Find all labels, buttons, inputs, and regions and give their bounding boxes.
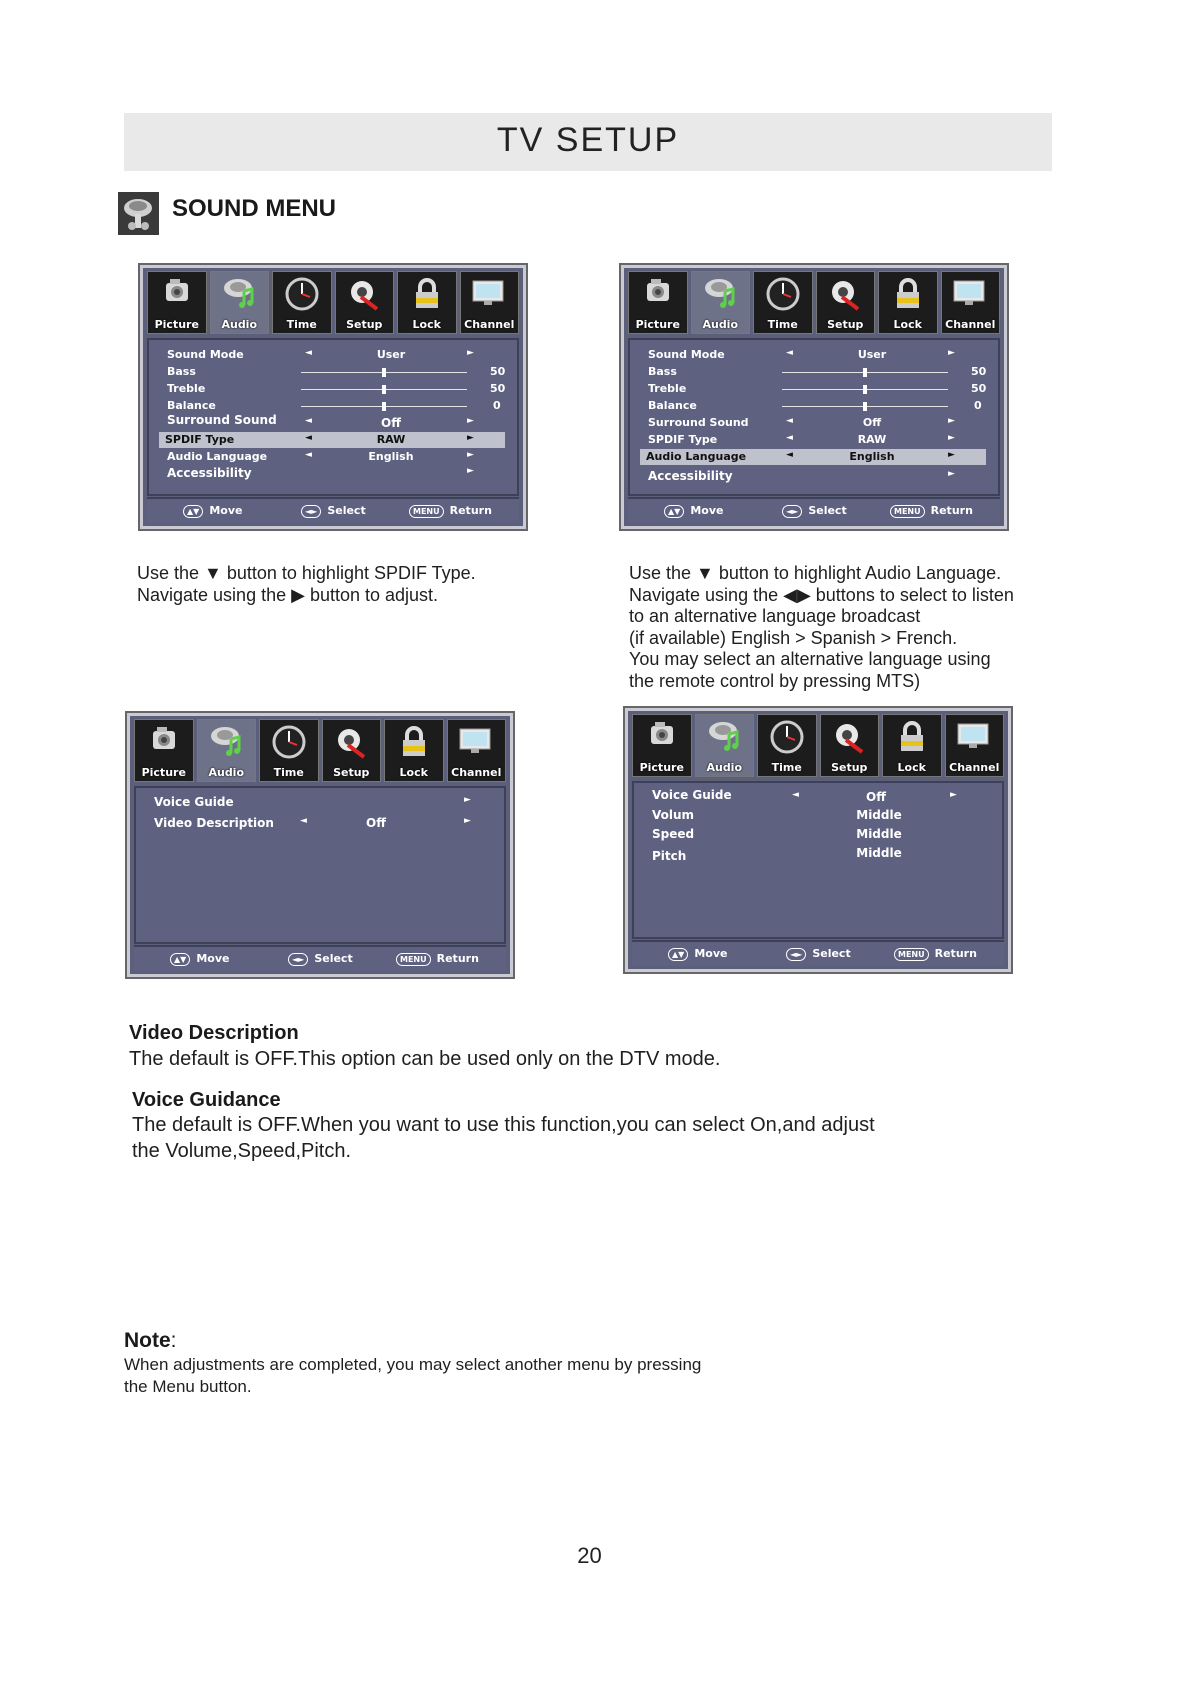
tab-channel[interactable] — [460, 271, 520, 334]
tab-label: Channel — [451, 766, 502, 779]
menu-body — [134, 786, 506, 944]
menu-row-treble[interactable]: Treble 50 — [648, 382, 987, 395]
sound-menu-screen-spdif — [140, 265, 526, 529]
bass-slider[interactable] — [301, 372, 467, 373]
tab-time[interactable] — [753, 271, 813, 334]
tab-label: Audio — [706, 761, 743, 774]
video-description-heading: Video Description — [129, 1022, 299, 1044]
tab-picture[interactable] — [134, 719, 194, 782]
tab-channel[interactable] — [447, 719, 507, 782]
tab-channel[interactable] — [941, 271, 1001, 334]
menu-body — [632, 781, 1004, 939]
select-hint: ◄► Select — [782, 504, 847, 518]
menu-row-audio-language[interactable]: Audio Language ◄ English ► — [640, 449, 986, 465]
tab-label: Channel — [945, 318, 996, 331]
lock-icon — [397, 725, 431, 763]
lock-icon — [410, 277, 444, 315]
tab-time[interactable] — [259, 719, 319, 782]
tab-label: Setup — [346, 318, 383, 331]
tab-setup[interactable] — [322, 719, 382, 782]
audio-icon — [222, 277, 256, 313]
tab-picture[interactable] — [632, 714, 692, 777]
picture-icon — [147, 725, 181, 761]
time-icon — [770, 720, 804, 758]
menu-row-voice-guide[interactable]: Voice Guide ► — [154, 795, 471, 809]
menu-row-pitch[interactable]: Pitch Middle — [652, 846, 902, 863]
caption-right: Use the ▼ button to highlight Audio Language. Navigate using the ◀▶ buttons to select to listen to an alternative language broadcast (if available) English > Spanish > French. You may select an alternative language using the remote control by pressing MTS) — [629, 563, 1014, 691]
sound-icon — [118, 192, 159, 235]
picture-icon — [160, 277, 194, 313]
menu-row-bass[interactable]: Bass 50 — [167, 365, 506, 378]
tab-label: Picture — [141, 766, 186, 779]
tab-label: Audio — [221, 318, 258, 331]
menu-row-treble[interactable]: Treble 50 — [167, 382, 506, 395]
time-icon — [285, 277, 319, 315]
setup-icon — [832, 720, 866, 758]
note-text: When adjustments are completed, you may select another menu by pressing the Menu button. — [124, 1355, 702, 1396]
tab-picture[interactable] — [147, 271, 207, 334]
menu-row-video-description[interactable]: Video Description ◄ Off ► — [154, 816, 471, 830]
caption-left: Use the ▼ button to highlight SPDIF Type. Navigate using the ▶ button to adjust. — [137, 563, 476, 605]
time-icon — [766, 277, 800, 315]
menu-row-sound-mode[interactable]: Sound Mode ◄ User ► — [167, 348, 474, 361]
voice-guidance-heading: Voice Guidance — [132, 1089, 281, 1111]
setup-icon — [347, 277, 381, 315]
move-hint: ▲▼ Move — [183, 504, 242, 518]
menu-row-sound-mode[interactable]: Sound Mode ◄ User ► — [648, 348, 955, 361]
voice-guide-menu-screen — [625, 708, 1011, 972]
menu-tabs — [134, 719, 506, 782]
tab-time[interactable] — [757, 714, 817, 777]
tab-lock[interactable] — [882, 714, 942, 777]
tab-audio[interactable] — [691, 271, 751, 334]
return-hint: MENU Return — [894, 947, 977, 961]
tab-label: Setup — [333, 766, 370, 779]
tab-label: Picture — [154, 318, 199, 331]
menu-tabs — [147, 271, 519, 334]
treble-slider[interactable] — [782, 389, 948, 390]
setup-icon — [828, 277, 862, 315]
return-hint: MENU Return — [396, 952, 479, 966]
audio-icon — [209, 725, 243, 761]
tab-label: Picture — [635, 318, 680, 331]
lock-icon — [891, 277, 925, 315]
treble-slider[interactable] — [301, 389, 467, 390]
bass-slider[interactable] — [782, 372, 948, 373]
tab-label: Time — [286, 318, 317, 331]
tab-label: Setup — [827, 318, 864, 331]
return-hint: MENU Return — [890, 504, 973, 518]
tab-lock[interactable] — [397, 271, 457, 334]
menu-footer — [147, 497, 519, 523]
menu-row-volum[interactable]: Volum Middle — [652, 808, 902, 822]
section-title: SOUND MENU — [172, 195, 337, 222]
tab-label: Lock — [399, 766, 428, 779]
picture-icon — [645, 720, 679, 756]
tab-lock[interactable] — [384, 719, 444, 782]
tab-audio[interactable] — [197, 719, 257, 782]
menu-row-spdif-type[interactable]: SPDIF Type ◄ RAW ► — [159, 432, 505, 448]
menu-footer — [632, 940, 1004, 966]
tab-label: Lock — [412, 318, 441, 331]
menu-footer — [134, 945, 506, 971]
time-icon — [272, 725, 306, 763]
tab-label: Time — [273, 766, 304, 779]
tab-setup[interactable] — [820, 714, 880, 777]
menu-body — [147, 338, 519, 496]
tab-label: Picture — [639, 761, 684, 774]
menu-row-spdif-type[interactable]: SPDIF Type ◄ RAW ► — [648, 433, 955, 446]
menu-tabs — [628, 271, 1000, 334]
tab-lock[interactable] — [878, 271, 938, 334]
menu-row-bass[interactable]: Bass 50 — [648, 365, 987, 378]
move-hint: ▲▼ Move — [668, 947, 727, 961]
tab-picture[interactable] — [628, 271, 688, 334]
menu-row-surround-sound[interactable]: Surround Sound ◄ Off ► — [648, 416, 955, 429]
tab-time[interactable] — [272, 271, 332, 334]
audio-icon — [707, 720, 741, 756]
menu-row-surround-sound[interactable]: Surround Sound ◄ Off ► — [167, 413, 474, 430]
select-hint: ◄► Select — [301, 504, 366, 518]
tab-label: Audio — [702, 318, 739, 331]
menu-footer — [628, 497, 1000, 523]
menu-row-voice-guide[interactable]: Voice Guide ◄ Off ► — [652, 788, 957, 804]
select-hint: ◄► Select — [786, 947, 851, 961]
tab-label: Time — [767, 318, 798, 331]
channel-icon — [955, 720, 993, 756]
move-hint: ▲▼ Move — [664, 504, 723, 518]
menu-row-accessibility[interactable]: Accessibility ► — [648, 469, 955, 483]
tab-audio[interactable] — [210, 271, 270, 334]
return-hint: MENU Return — [409, 504, 492, 518]
accessibility-menu-screen — [127, 713, 513, 977]
sound-menu-screen-audio-language — [621, 265, 1007, 529]
channel-icon — [951, 277, 989, 313]
tab-label: Channel — [464, 318, 515, 331]
balance-slider[interactable] — [782, 406, 948, 407]
menu-body — [628, 338, 1000, 496]
tab-channel[interactable] — [945, 714, 1005, 777]
setup-icon — [334, 725, 368, 763]
menu-row-accessibility[interactable]: Accessibility ► — [167, 466, 474, 480]
menu-row-audio-language[interactable]: Audio Language ◄ English ► — [167, 450, 474, 463]
move-hint: ▲▼ Move — [170, 952, 229, 966]
tab-label: Lock — [897, 761, 926, 774]
tab-label: Audio — [208, 766, 245, 779]
title-banner — [124, 113, 1052, 171]
tab-setup[interactable] — [816, 271, 876, 334]
lock-icon — [895, 720, 929, 758]
channel-icon — [457, 725, 495, 761]
page-title: TV SETUP — [496, 121, 680, 159]
tab-label: Time — [771, 761, 802, 774]
tab-label: Channel — [949, 761, 1000, 774]
menu-row-speed[interactable]: Speed Middle — [652, 827, 902, 841]
balance-slider[interactable] — [301, 406, 467, 407]
menu-tabs — [632, 714, 1004, 777]
tab-audio[interactable] — [695, 714, 755, 777]
tab-setup[interactable] — [335, 271, 395, 334]
picture-icon — [641, 277, 675, 313]
menu-row-balance[interactable]: Balance 0 — [167, 399, 501, 412]
note-heading: Note: — [124, 1329, 177, 1352]
audio-icon — [703, 277, 737, 313]
select-hint: ◄► Select — [288, 952, 353, 966]
tab-label: Setup — [831, 761, 868, 774]
voice-guidance-text: The default is OFF.When you want to use this function,you can select On,and adjust the Volume,Speed,Pitch. — [132, 1114, 875, 1162]
video-description-text: The default is OFF.This option can be used only on the DTV mode. — [129, 1048, 721, 1070]
channel-icon — [470, 277, 508, 313]
menu-row-balance[interactable]: Balance 0 — [648, 399, 982, 412]
page-number: 20 — [577, 1543, 602, 1568]
tab-label: Lock — [893, 318, 922, 331]
